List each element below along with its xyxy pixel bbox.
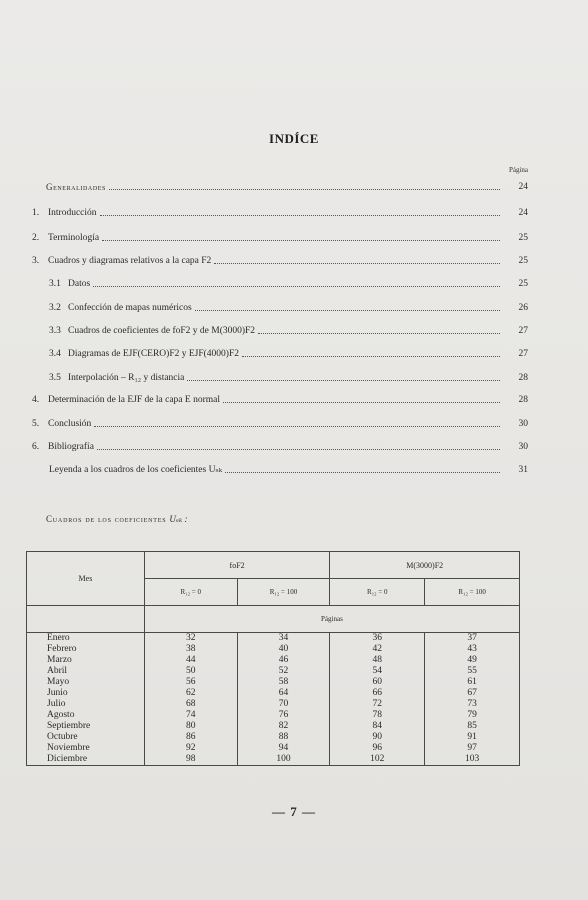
toc-number: 3.3 <box>49 326 61 336</box>
month-cell: Febrero <box>47 644 77 654</box>
sub-header: R₁₂ = 0 <box>144 579 237 606</box>
page-cell: 40 <box>278 644 289 654</box>
page-cell: 48 <box>372 655 383 665</box>
toc-leader-dots <box>225 472 500 473</box>
toc-leader-dots <box>97 449 500 450</box>
toc-page-number: 24 <box>518 208 528 218</box>
toc-text: Bibliografía <box>48 442 94 452</box>
page-cell: 90 <box>372 732 383 742</box>
toc-page-number: 25 <box>518 279 528 289</box>
toc-entry <box>32 440 528 454</box>
page-cell: 91 <box>467 732 477 742</box>
page-cell: 44 <box>185 655 196 665</box>
coefficient-tables-text: Cuadros de los coeficientes <box>46 514 167 524</box>
toc-leader-dots <box>187 380 500 381</box>
toc-text: Generalidades <box>46 182 106 192</box>
page-cell: 98 <box>185 754 196 764</box>
month-cell: Agosto <box>47 710 75 720</box>
toc-page-number: 26 <box>518 303 528 313</box>
sub-header: R₁₂ = 0 <box>330 579 425 606</box>
toc-page-number: 27 <box>518 326 528 336</box>
toc-entry <box>32 231 528 245</box>
page-cell: 60 <box>372 677 383 687</box>
fof2-header: foF2 <box>144 552 330 579</box>
toc-text: Confección de mapas numéricos <box>68 303 192 313</box>
page-cell: 54 <box>372 666 383 676</box>
page-cell: 68 <box>185 699 196 709</box>
page-cell: 103 <box>464 754 480 764</box>
page-cell: 82 <box>278 721 289 731</box>
page-cell: 50 <box>185 666 196 676</box>
toc-number: 1. <box>32 208 40 218</box>
page-cell: 70 <box>278 699 289 709</box>
page-cell: 66 <box>372 688 383 698</box>
toc-page-number: 28 <box>518 395 528 405</box>
month-cell: Noviembre <box>47 743 90 753</box>
toc-entry <box>32 393 528 407</box>
toc-leader-dots <box>109 189 500 190</box>
toc-number: 3.5 <box>49 373 61 383</box>
toc-text: Cuadros y diagramas relativos a la capa F2 <box>48 256 212 266</box>
toc-number: 3.1 <box>49 279 61 289</box>
toc-entry <box>49 347 528 361</box>
toc-entry <box>32 180 528 194</box>
toc-entry <box>49 463 528 477</box>
m3000f2-r0-column <box>330 633 425 766</box>
page-cell: 55 <box>467 666 477 676</box>
month-cell: Enero <box>47 633 70 643</box>
toc-text: Terminología <box>48 233 100 243</box>
toc-page-number: 25 <box>518 256 528 266</box>
page-cell: 43 <box>467 644 477 654</box>
page-cell: 78 <box>372 710 383 720</box>
toc-leader-dots <box>93 286 500 287</box>
index-title: INDÍCE <box>269 131 319 146</box>
coefficient-tables-label <box>46 514 187 525</box>
fof2-r0-column <box>144 633 237 766</box>
toc-number: 3.2 <box>49 303 61 313</box>
page-cell: 96 <box>372 743 383 753</box>
page-cell: 42 <box>372 644 383 654</box>
month-header: Mes <box>27 552 145 606</box>
toc-leader-dots <box>100 215 500 216</box>
page-cell: 52 <box>278 666 289 676</box>
sub-header: R₁₂ = 100 <box>425 579 520 606</box>
page-number: — 7 — <box>272 804 316 819</box>
toc-page-number: 28 <box>518 373 528 383</box>
page-cell: 49 <box>467 655 477 665</box>
month-cell: Septiembre <box>47 721 91 731</box>
toc-page-number: 24 <box>518 182 528 192</box>
month-cell: Junio <box>47 688 68 698</box>
toc-entry <box>32 417 528 431</box>
page-cell: 85 <box>467 721 477 731</box>
page-cell: 64 <box>278 688 289 698</box>
page-cell: 46 <box>278 655 289 665</box>
toc-number: 5. <box>32 419 40 429</box>
page-cell: 56 <box>185 677 196 687</box>
toc-text: Cuadros de coeficientes de foF2 y de M(3000)F2 <box>68 326 256 336</box>
month-header-spacer <box>27 606 145 633</box>
m3000f2-r100-column <box>425 633 520 766</box>
sub-header: R₁₂ = 100 <box>237 579 330 606</box>
toc-number: 6. <box>32 442 40 452</box>
toc-text: Datos <box>68 279 91 289</box>
toc-text: Leyenda a los cuadros de los coeficientes Uₛₖ <box>49 465 223 475</box>
page-cell: 61 <box>467 677 477 687</box>
toc-text: Conclusión <box>48 419 92 429</box>
page-cell: 84 <box>372 721 383 731</box>
toc-entry <box>49 371 528 385</box>
page-cell: 88 <box>278 732 289 742</box>
month-cell: Octubre <box>47 732 78 742</box>
coefficient-symbol: Uₛₖ : <box>169 514 188 524</box>
page-cell: 32 <box>185 633 196 643</box>
page-cell: 94 <box>278 743 289 753</box>
page-cell: 102 <box>370 754 385 764</box>
toc-entry <box>32 254 528 268</box>
page-cell: 97 <box>467 743 477 753</box>
toc-leader-dots <box>223 402 500 403</box>
toc-number: 4. <box>32 395 40 405</box>
page-cell: 86 <box>185 732 196 742</box>
paginas-header: Páginas <box>144 606 519 633</box>
toc-leader-dots <box>214 263 500 264</box>
month-cell: Marzo <box>47 655 72 665</box>
toc-entry <box>49 301 528 315</box>
toc-page-number: 30 <box>518 442 528 452</box>
page-cell: 67 <box>467 688 477 698</box>
toc-leader-dots <box>242 356 500 357</box>
page-cell: 92 <box>185 743 196 753</box>
toc-leader-dots <box>258 333 500 334</box>
month-cell: Julio <box>47 699 66 709</box>
toc-number: 2. <box>32 233 40 243</box>
toc-page-number: 27 <box>518 349 528 359</box>
page-cell: 36 <box>372 633 383 643</box>
toc-number: 3.4 <box>49 349 61 359</box>
toc-text: Diagramas de EJF(CERO)F2 y EJF(4000)F2 <box>68 349 239 359</box>
toc-leader-dots <box>94 426 500 427</box>
fof2-r100-column <box>237 633 330 766</box>
toc-entry <box>49 277 528 291</box>
page-cell: 74 <box>185 710 196 720</box>
page-column-header: Página <box>508 166 528 174</box>
page-cell: 58 <box>278 677 289 687</box>
page-cell: 100 <box>276 754 291 764</box>
page-cell: 72 <box>372 699 383 709</box>
toc-text: Interpolación – R₁₂ y distancia <box>68 373 185 383</box>
toc-page-number: 30 <box>518 419 528 429</box>
toc-page-number: 31 <box>518 465 528 475</box>
month-cell: Abril <box>47 666 68 676</box>
page-cell: 34 <box>278 633 289 643</box>
page-cell: 62 <box>185 688 196 698</box>
page-cell: 73 <box>467 699 477 709</box>
page-cell: 80 <box>185 721 196 731</box>
coefficient-pages-table <box>26 551 520 766</box>
page-cell: 76 <box>278 710 289 720</box>
page-cell: 37 <box>467 633 477 643</box>
toc-page-number: 25 <box>518 233 528 243</box>
toc-leader-dots <box>102 240 500 241</box>
month-cell: Mayo <box>47 677 70 687</box>
toc-text: Introducción <box>48 208 97 218</box>
toc-leader-dots <box>195 310 500 311</box>
page-cell: 79 <box>467 710 477 720</box>
toc-entry <box>49 324 528 338</box>
page-cell: 38 <box>185 644 196 654</box>
toc-number: 3. <box>32 256 40 266</box>
months-column <box>27 633 145 766</box>
toc-entry <box>32 206 528 220</box>
month-cell: Diciembre <box>47 754 88 764</box>
toc-text: Determinación de la EJF de la capa E normal <box>48 395 220 405</box>
m3000f2-header: M(3000)F2 <box>330 552 520 579</box>
